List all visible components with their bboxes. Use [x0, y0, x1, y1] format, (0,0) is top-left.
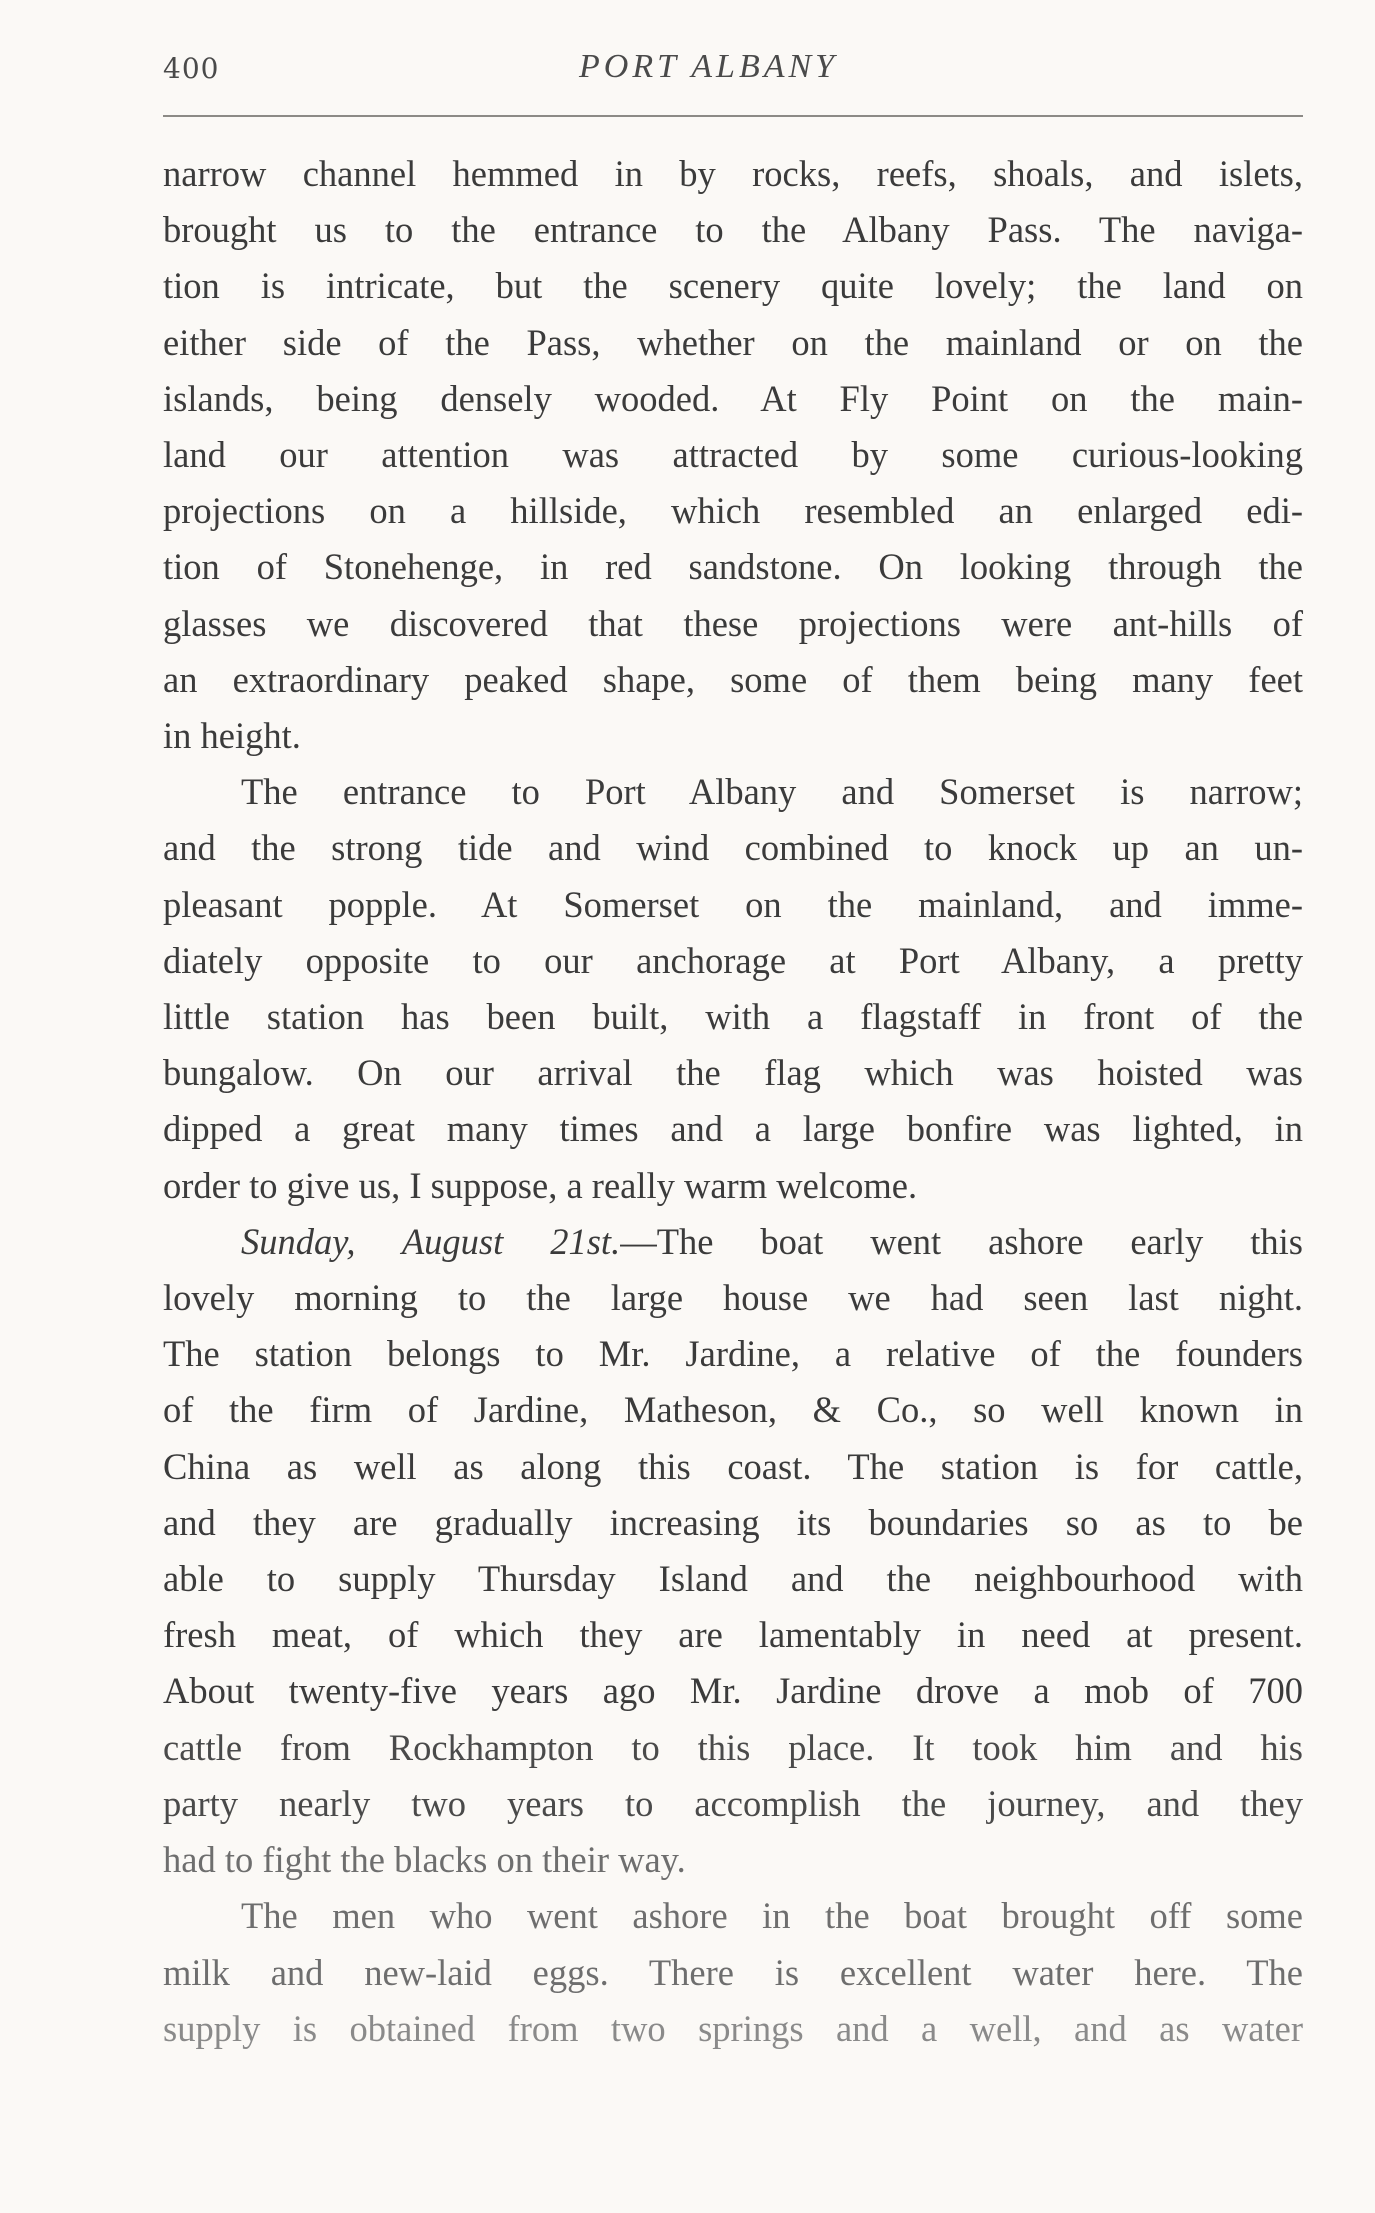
text-line: narrow channel hemmed in by rocks, reefs, shoals, and islets, [163, 153, 1303, 194]
text-line: China as well as along this coast. The station is for cattle, [163, 1445, 1303, 1487]
text-line: About twenty-five years ago Mr. Jardine drove a mob of 700 [163, 1670, 1303, 1712]
text-line: fresh meat, of which they are lamentably in need at present. [163, 1614, 1303, 1656]
text-line: The station belongs to Mr. Jardine, a relative of the founders [163, 1333, 1303, 1375]
text-span: —The boat went ashore early this [620, 1220, 1304, 1262]
text-line: land our attention was attracted by some curious-looking [163, 434, 1303, 476]
text-line: islands, being densely wooded. At Fly Point on the main- [163, 377, 1303, 419]
text-line: milk and new-laid eggs. There is excellent water here. The [163, 1951, 1303, 1993]
text-line: an extraordinary peaked shape, some of them being many feet [163, 658, 1303, 700]
body-text [163, 146, 1303, 2057]
text-line: dipped a great many times and a large bonfire was lighted, in [163, 1108, 1303, 1150]
text-line [163, 1214, 1303, 1270]
text-line: had to fight the blacks on their way. [163, 1839, 686, 1881]
text-line: and the strong tide and wind combined to knock up an un- [163, 827, 1303, 869]
text-line: either side of the Pass, whether on the mainland or on the [163, 321, 1303, 363]
text-line: tion of Stonehenge, in red sandstone. On looking through the [163, 546, 1303, 588]
text-line: diately opposite to our anchorage at Port Albany, a pretty [163, 939, 1303, 981]
text-line: The men who went ashore in the boat brought off some [241, 1895, 1303, 1937]
text-line: brought us to the entrance to the Albany Pass. The naviga- [163, 209, 1303, 251]
text-line: lovely morning to the large house we had seen last night. [163, 1277, 1303, 1319]
text-line: in height. [163, 715, 301, 757]
text-line: tion is intricate, but the scenery quite lovely; the land on [163, 265, 1303, 307]
page-number: 400 [163, 52, 220, 85]
text-line: glasses we discovered that these projections were ant-hills of [163, 602, 1303, 644]
text-line: The entrance to Port Albany and Somerset is narrow; [241, 771, 1303, 813]
text-line: cattle from Rockhampton to this place. It took him and his [163, 1726, 1303, 1768]
text-line: of the firm of Jardine, Matheson, & Co., so well known in [163, 1389, 1303, 1431]
text-line: able to supply Thursday Island and the neighbourhood with [163, 1558, 1303, 1600]
text-line: pleasant popple. At Somerset on the mainland, and imme- [163, 883, 1303, 925]
date-heading: Sunday, August 21st. [241, 1220, 621, 1262]
text-line: supply is obtained from two springs and a well, and as water [163, 2007, 1303, 2049]
running-head: PORT ALBANY [579, 48, 839, 85]
text-line: bungalow. On our arrival the flag which was hoisted was [163, 1052, 1303, 1094]
text-line: party nearly two years to accomplish the journey, and they [163, 1782, 1303, 1824]
text-line: order to give us, I suppose, a really warm welcome. [163, 1164, 918, 1206]
text-line: projections on a hillside, which resembled an enlarged edi- [163, 490, 1303, 532]
text-line: and they are gradually increasing its boundaries so as to be [163, 1501, 1303, 1543]
page-header [163, 48, 1303, 98]
header-rule [163, 115, 1303, 117]
text-line: little station has been built, with a flagstaff in front of the [163, 996, 1303, 1038]
